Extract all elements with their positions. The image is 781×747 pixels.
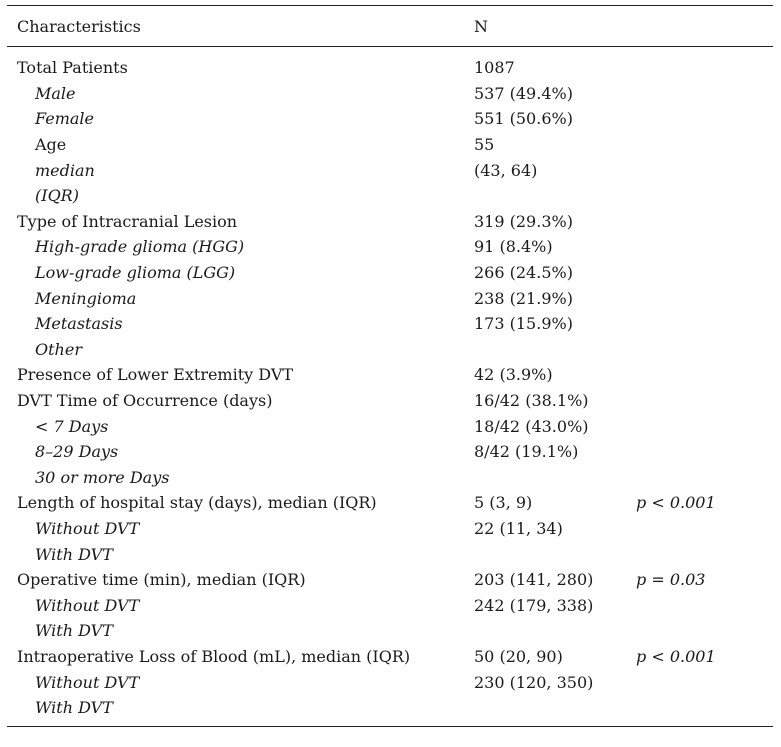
table-row	[7, 285, 773, 311]
table-row	[7, 490, 773, 516]
table-header-row	[7, 6, 773, 46]
row-value: 242 (179, 338)	[474, 595, 594, 615]
row-value: 238 (21.9%)	[474, 288, 573, 308]
row-label: 8–29 Days	[35, 442, 119, 462]
table-row	[7, 618, 773, 644]
row-label: DVT Time of Occurrence (days)	[17, 391, 273, 411]
row-p-value: p < 0.001	[636, 646, 716, 666]
row-p-value: p = 0.03	[636, 570, 706, 590]
row-value: 319 (29.3%)	[474, 211, 573, 231]
row-label: (IQR)	[35, 186, 79, 206]
table-row	[7, 337, 773, 363]
row-label: Without DVT	[35, 518, 140, 538]
table-row	[7, 209, 773, 235]
row-value: (43, 64)	[474, 160, 538, 180]
table-row	[7, 260, 773, 286]
row-label: < 7 Days	[35, 416, 109, 436]
table-row	[7, 388, 773, 414]
table-row	[7, 362, 773, 388]
row-label: High-grade glioma (HGG)	[35, 237, 245, 257]
row-label: With DVT	[35, 544, 113, 564]
row-value: 50 (20, 90)	[474, 646, 563, 666]
characteristics-table	[7, 5, 773, 727]
row-label: Type of Intracranial Lesion	[17, 211, 238, 231]
row-label: Without DVT	[35, 595, 140, 615]
row-label: Presence of Lower Extremity DVT	[17, 365, 294, 385]
table-row	[7, 695, 773, 721]
row-label: Without DVT	[35, 672, 140, 692]
table-body	[7, 47, 773, 726]
header-characteristics: Characteristics	[17, 16, 141, 36]
row-value: 22 (11, 34)	[474, 518, 563, 538]
table-row	[7, 106, 773, 132]
row-value: 551 (50.6%)	[474, 109, 573, 129]
row-label: Male	[35, 83, 76, 103]
row-label: With DVT	[35, 698, 113, 718]
table-row	[7, 516, 773, 542]
row-label: Total Patients	[17, 58, 128, 78]
row-label: Meningioma	[35, 288, 137, 308]
table-row	[7, 465, 773, 491]
row-label: Operative time (min), median (IQR)	[17, 570, 306, 590]
row-value: 537 (49.4%)	[474, 83, 573, 103]
table-bottom-rule	[7, 726, 773, 727]
table-row	[7, 132, 773, 158]
row-value: 5 (3, 9)	[474, 493, 533, 513]
row-value: 8/42 (19.1%)	[474, 442, 579, 462]
row-value: 173 (15.9%)	[474, 314, 573, 334]
row-label: Length of hospital stay (days), median (IQR)	[17, 493, 377, 513]
table-row	[7, 157, 773, 183]
row-label: 30 or more Days	[35, 467, 170, 487]
row-label: Age	[35, 135, 67, 155]
table-row	[7, 439, 773, 465]
table-row	[7, 311, 773, 337]
table-row	[7, 644, 773, 670]
table-row	[7, 55, 773, 81]
row-label: Low-grade glioma (LGG)	[35, 263, 236, 283]
row-value: 1087	[474, 58, 515, 78]
row-label: Other	[35, 339, 82, 359]
row-p-value: p < 0.001	[636, 493, 716, 513]
table-row	[7, 234, 773, 260]
table-row	[7, 183, 773, 209]
row-value: 55	[474, 135, 495, 155]
row-label: Intraoperative Loss of Blood (mL), median (IQR)	[17, 646, 411, 666]
row-label: Female	[35, 109, 94, 129]
table-row	[7, 413, 773, 439]
row-value: 91 (8.4%)	[474, 237, 553, 257]
table-row	[7, 669, 773, 695]
row-label: Metastasis	[35, 314, 123, 334]
table-row	[7, 567, 773, 593]
row-label: median	[35, 160, 95, 180]
header-n: N	[474, 16, 488, 36]
table-row	[7, 541, 773, 567]
row-value: 42 (3.9%)	[474, 365, 553, 385]
table-row	[7, 592, 773, 618]
row-value: 18/42 (43.0%)	[474, 416, 589, 436]
row-value: 16/42 (38.1%)	[474, 391, 589, 411]
row-value: 203 (141, 280)	[474, 570, 594, 590]
table-row	[7, 81, 773, 107]
row-label: With DVT	[35, 621, 113, 641]
row-value: 230 (120, 350)	[474, 672, 594, 692]
row-value: 266 (24.5%)	[474, 263, 573, 283]
